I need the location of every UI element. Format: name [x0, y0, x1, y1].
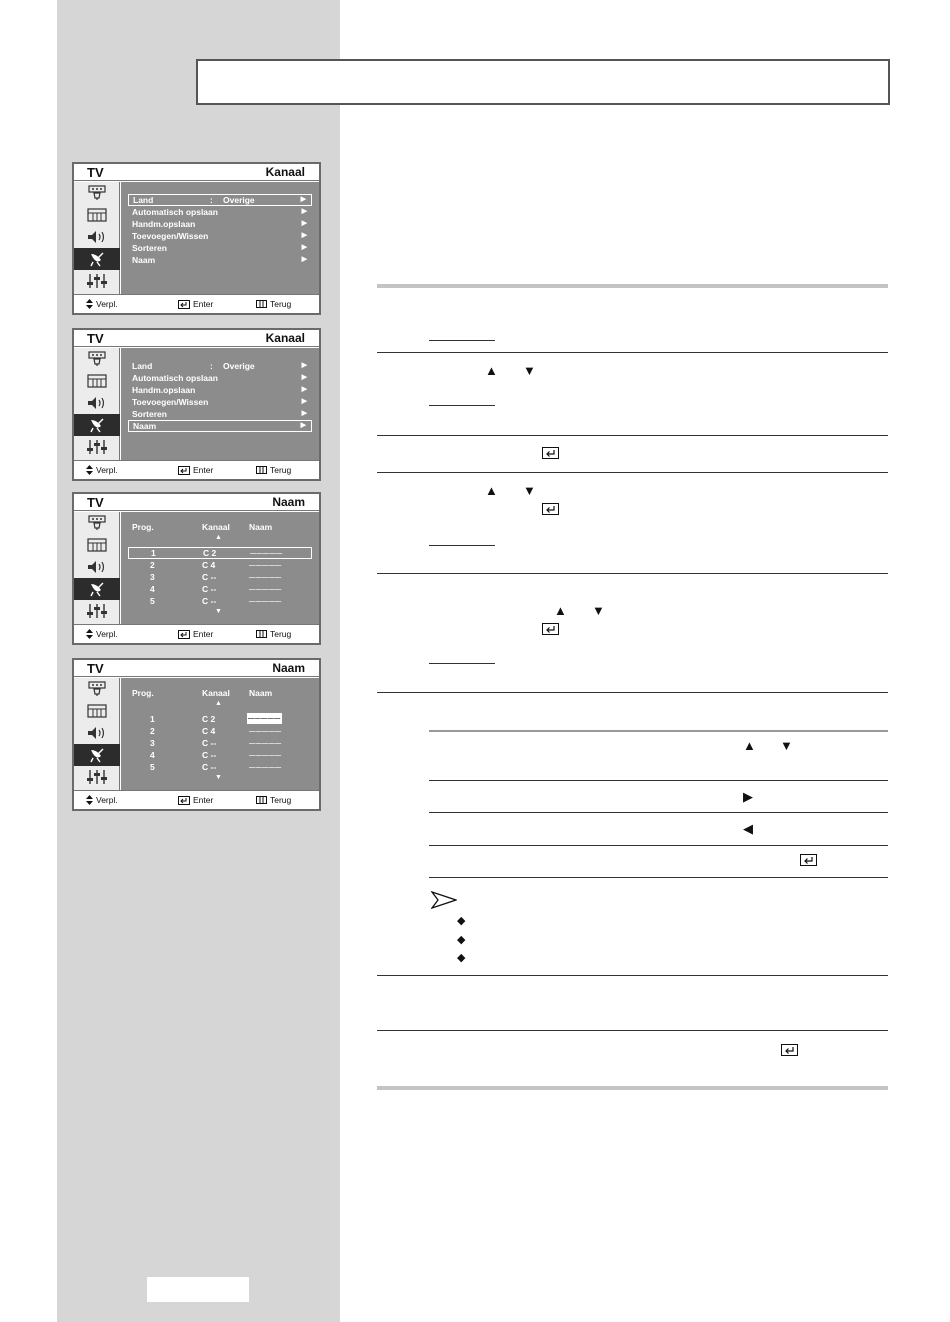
- subtable-divider: [429, 812, 888, 813]
- row-channel: C --: [202, 572, 217, 582]
- osd-screen-kanaal-naam: [72, 328, 321, 481]
- footer-enter: [178, 299, 213, 309]
- osd-header: [74, 164, 319, 181]
- osd-icon-column: [74, 182, 120, 294]
- scroll-down-icon[interactable]: ▼: [215, 774, 222, 781]
- osd-naam-body: [121, 512, 319, 624]
- menu-item-label: Handm.opslaan: [132, 219, 196, 229]
- arrow-down-icon: ▼: [592, 603, 605, 618]
- menu-item-label: Land: [132, 361, 153, 371]
- footer-back-label: Terug: [270, 629, 292, 639]
- row-prog: 1: [150, 714, 155, 724]
- osd-header: [74, 494, 319, 511]
- row-name: ─────: [249, 750, 282, 760]
- menu-item-toevoegen-wissen[interactable]: [128, 230, 312, 242]
- row-prog: 3: [150, 738, 155, 748]
- step-divider: [377, 435, 888, 436]
- column-header-kanaal: Kanaal: [202, 522, 230, 532]
- menu-colon: :: [210, 361, 213, 371]
- column-header-kanaal: Kanaal: [202, 688, 230, 698]
- osd-title: Naam: [272, 661, 305, 675]
- row-prog: 2: [150, 726, 155, 736]
- footer-back-label: Terug: [270, 795, 292, 805]
- menu-item-land[interactable]: [128, 194, 312, 206]
- subtable-divider: [429, 780, 888, 781]
- arrow-up-icon: ▲: [554, 603, 567, 618]
- arrow-up-icon: ▲: [485, 363, 498, 378]
- footer-enter: [178, 465, 213, 475]
- underline-mark: [429, 405, 495, 406]
- footer-enter-label: Enter: [193, 465, 214, 475]
- row-name: ─────: [250, 548, 283, 558]
- row-channel: C 2: [203, 548, 217, 558]
- footer-enter: [178, 795, 213, 805]
- note-pointer-icon: [431, 891, 457, 909]
- input-icon: [74, 182, 120, 204]
- step-divider: [377, 472, 888, 473]
- menu-item-value: Overige: [223, 195, 255, 205]
- osd-icon-column: [74, 348, 120, 460]
- row-channel: C --: [202, 738, 217, 748]
- footer-move-label: Verpl.: [96, 795, 118, 805]
- bullet-icon: ◆: [457, 934, 466, 946]
- row-prog: 4: [150, 584, 155, 594]
- table-row[interactable]: [128, 713, 312, 725]
- sound-icon: [74, 392, 120, 414]
- menu-item-sorteren[interactable]: [128, 408, 312, 420]
- row-name: ─────: [249, 762, 282, 772]
- input-icon: [74, 678, 120, 700]
- arrow-right-icon: ▶: [301, 244, 307, 251]
- menu-item-label: Automatisch opslaan: [132, 207, 218, 217]
- column-header-prog: Prog.: [132, 522, 154, 532]
- arrow-right-icon: ▶: [301, 208, 307, 215]
- arrow-right-icon: ▶: [301, 256, 307, 263]
- row-name: ─────: [249, 596, 282, 606]
- arrow-right-icon: ▶: [301, 410, 307, 417]
- step-divider: [377, 1030, 888, 1031]
- page-title-box: [196, 59, 890, 105]
- input-icon: [74, 512, 120, 534]
- footer-move: [86, 299, 118, 309]
- osd-title: Naam: [272, 495, 305, 509]
- scroll-down-icon[interactable]: ▼: [215, 608, 222, 615]
- section-bottom-rule: [377, 1086, 888, 1090]
- menu-item-toevoegen-wissen[interactable]: [128, 396, 312, 408]
- osd-footer: [74, 460, 319, 479]
- step-divider: [377, 975, 888, 976]
- scroll-up-icon[interactable]: ▲: [215, 534, 222, 541]
- subtable-top-rule: [429, 730, 888, 732]
- arrow-right-icon: ▶: [301, 398, 307, 405]
- sound-icon: [74, 722, 120, 744]
- osd-menu-body: [121, 348, 319, 460]
- channel-icon: [74, 744, 120, 766]
- underline-mark: [429, 663, 495, 664]
- arrow-down-icon: ▼: [523, 483, 536, 498]
- picture-icon: [74, 370, 120, 392]
- table-row[interactable]: [128, 725, 312, 737]
- row-channel: C --: [202, 762, 217, 772]
- table-row[interactable]: [128, 571, 312, 583]
- setup-icon: [74, 766, 120, 788]
- arrow-down-icon: ▼: [780, 738, 793, 753]
- row-name: ─────: [249, 560, 282, 570]
- menu-item-label: Toevoegen/Wissen: [132, 397, 209, 407]
- osd-footer: [74, 790, 319, 809]
- arrow-left-icon: ◀: [743, 821, 753, 836]
- menu-item-handm-opslaan[interactable]: [128, 384, 312, 396]
- picture-icon: [74, 700, 120, 722]
- sound-icon: [74, 556, 120, 578]
- table-row[interactable]: [128, 737, 312, 749]
- bullet-icon: ◆: [457, 915, 466, 927]
- osd-tv-label: TV: [87, 495, 104, 510]
- subtable-divider: [429, 877, 888, 878]
- row-prog: 5: [150, 596, 155, 606]
- osd-title: Kanaal: [265, 165, 305, 179]
- table-row[interactable]: [128, 559, 312, 571]
- menu-item-label: Sorteren: [132, 243, 167, 253]
- osd-footer: [74, 624, 319, 643]
- osd-screen-kanaal-land: [72, 162, 321, 315]
- osd-screen-naam-list: [72, 492, 321, 645]
- step-divider: [377, 352, 888, 353]
- menu-item-land[interactable]: [128, 360, 312, 372]
- arrow-down-icon: ▼: [523, 363, 536, 378]
- menu-item-sorteren[interactable]: [128, 242, 312, 254]
- menu-item-naam[interactable]: [128, 420, 312, 432]
- footer-move: [86, 629, 118, 639]
- osd-naam-body: [121, 678, 319, 790]
- channel-icon: [74, 414, 120, 436]
- enter-icon: [542, 503, 559, 515]
- table-row[interactable]: [128, 547, 312, 559]
- row-name: ─────: [249, 738, 282, 748]
- column-header-prog: Prog.: [132, 688, 154, 698]
- footer-move: [86, 465, 118, 475]
- footer-move-label: Verpl.: [96, 629, 118, 639]
- footer-back: [256, 465, 291, 475]
- row-channel: C --: [202, 596, 217, 606]
- menu-item-label: Automatisch opslaan: [132, 373, 218, 383]
- menu-item-label: Sorteren: [132, 409, 167, 419]
- arrow-up-icon: ▲: [485, 483, 498, 498]
- osd-icon-column: [74, 512, 120, 624]
- footer-enter-label: Enter: [193, 795, 214, 805]
- osd-footer: [74, 294, 319, 313]
- picture-icon: [74, 534, 120, 556]
- menu-item-label: Naam: [133, 421, 157, 431]
- input-icon: [74, 348, 120, 370]
- arrow-right-icon: ▶: [301, 386, 307, 393]
- table-row[interactable]: [128, 583, 312, 595]
- enter-icon: [781, 1044, 798, 1056]
- table-row[interactable]: [128, 595, 312, 607]
- footer-enter: [178, 629, 213, 639]
- osd-tv-label: TV: [87, 661, 104, 676]
- page-number-box: [147, 1277, 249, 1302]
- row-name: ─────: [249, 584, 282, 594]
- row-name: ─────: [249, 726, 282, 736]
- footer-enter-label: Enter: [193, 629, 214, 639]
- arrow-right-icon: ▶: [300, 196, 306, 203]
- channel-icon: [74, 578, 120, 600]
- scroll-up-icon[interactable]: ▲: [215, 700, 222, 707]
- underline-mark: [429, 340, 495, 341]
- footer-enter-label: Enter: [193, 299, 214, 309]
- row-channel: C 4: [202, 726, 216, 736]
- arrow-right-icon: ▶: [301, 374, 307, 381]
- footer-move-label: Verpl.: [96, 299, 118, 309]
- section-top-rule: [377, 284, 888, 288]
- row-prog: 5: [150, 762, 155, 772]
- row-prog: 3: [150, 572, 155, 582]
- picture-icon: [74, 204, 120, 226]
- arrow-right-icon: ▶: [300, 422, 306, 429]
- enter-icon: [800, 854, 817, 866]
- arrow-right-icon: ▶: [301, 362, 307, 369]
- step-divider: [377, 573, 888, 574]
- row-channel: C 4: [202, 560, 216, 570]
- osd-header: [74, 660, 319, 677]
- osd-header: [74, 330, 319, 347]
- footer-move-label: Verpl.: [96, 465, 118, 475]
- footer-back-label: Terug: [270, 465, 292, 475]
- menu-item-label: Naam: [132, 255, 156, 265]
- setup-icon: [74, 436, 120, 458]
- menu-item-naam[interactable]: [128, 254, 312, 266]
- footer-back: [256, 795, 291, 805]
- row-channel: C --: [202, 750, 217, 760]
- footer-move: [86, 795, 118, 805]
- subtable-divider: [429, 845, 888, 846]
- menu-item-label: Land: [133, 195, 154, 205]
- footer-back-label: Terug: [270, 299, 292, 309]
- footer-back: [256, 629, 291, 639]
- column-header-naam: Naam: [249, 688, 273, 698]
- row-channel: C 2: [202, 714, 216, 724]
- name-edit-field[interactable]: ─────: [248, 713, 281, 723]
- osd-tv-label: TV: [87, 331, 104, 346]
- menu-item-label: Toevoegen/Wissen: [132, 231, 209, 241]
- enter-icon: [542, 623, 559, 635]
- row-prog: 2: [150, 560, 155, 570]
- setup-icon: [74, 270, 120, 292]
- bullet-icon: ◆: [457, 952, 466, 964]
- arrow-up-icon: ▲: [743, 738, 756, 753]
- underline-mark: [429, 545, 495, 546]
- osd-title: Kanaal: [265, 331, 305, 345]
- step-divider: [377, 692, 888, 693]
- arrow-right-icon: ▶: [301, 220, 307, 227]
- table-row[interactable]: [128, 761, 312, 773]
- setup-icon: [74, 600, 120, 622]
- enter-icon: [542, 447, 559, 459]
- osd-screen-naam-edit: [72, 658, 321, 811]
- osd-icon-column: [74, 678, 120, 790]
- osd-menu-body: [121, 182, 319, 294]
- row-prog: 4: [150, 750, 155, 760]
- menu-item-value: Overige: [223, 361, 255, 371]
- row-name: ─────: [249, 572, 282, 582]
- osd-tv-label: TV: [87, 165, 104, 180]
- menu-colon: :: [210, 195, 213, 205]
- menu-item-automatisch-opslaan[interactable]: [128, 372, 312, 384]
- row-prog: 1: [151, 548, 156, 558]
- column-header-naam: Naam: [249, 522, 273, 532]
- menu-item-automatisch-opslaan[interactable]: [128, 206, 312, 218]
- row-channel: C --: [202, 584, 217, 594]
- sound-icon: [74, 226, 120, 248]
- arrow-right-icon: ▶: [743, 789, 753, 804]
- table-row[interactable]: [128, 749, 312, 761]
- menu-item-handm-opslaan[interactable]: [128, 218, 312, 230]
- menu-item-label: Handm.opslaan: [132, 385, 196, 395]
- footer-back: [256, 299, 291, 309]
- channel-icon: [74, 248, 120, 270]
- arrow-right-icon: ▶: [301, 232, 307, 239]
